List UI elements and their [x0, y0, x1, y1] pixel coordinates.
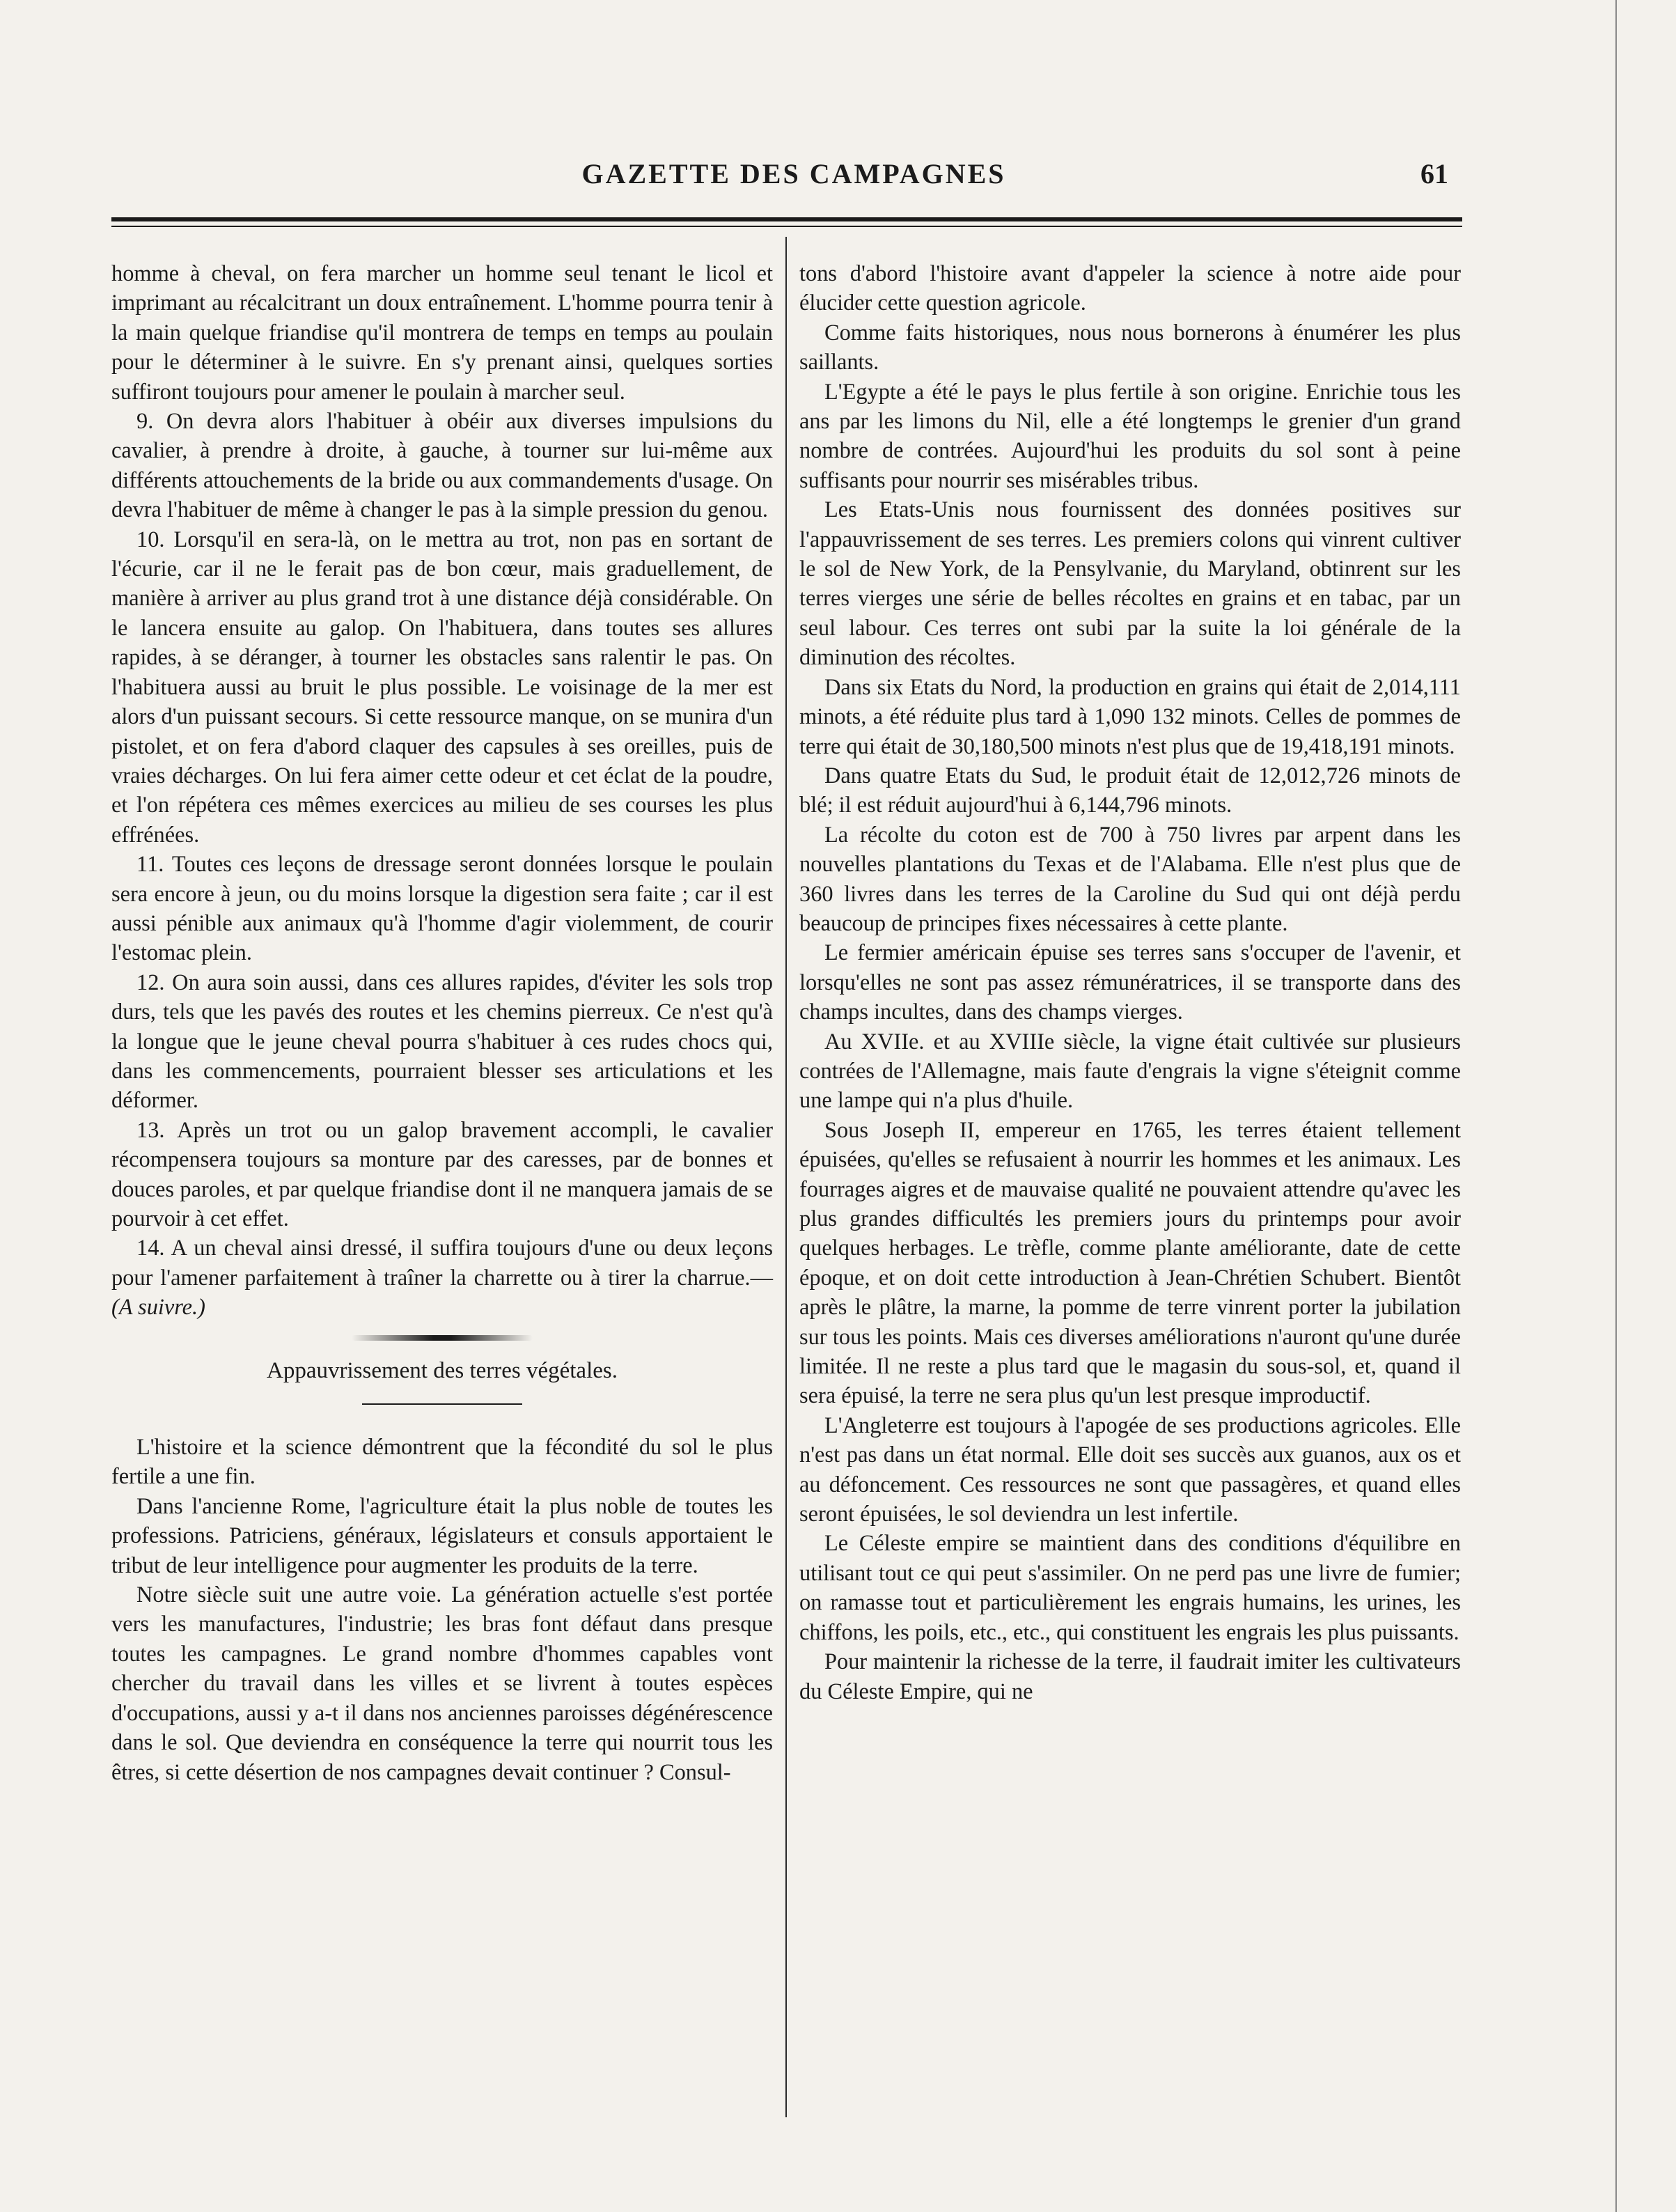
paragraph: Dans l'ancienne Rome, l'agriculture était la plus noble de toutes les professions. Patriciens, généraux, législateurs et consuls apportaient le tribut de leur intelligence pour augmenter les produits de la terre. — [111, 1493, 773, 1578]
header-rule-thin — [111, 226, 1462, 227]
paragraph: Dans quatre Etats du Sud, le produit était de 12,012,726 minots de blé; il est réduit aujourd'hui à 6,144,796 minots. — [799, 763, 1461, 818]
to-be-continued-note: (A suivre.) — [111, 1295, 205, 1321]
right-column — [799, 259, 1461, 1706]
decorative-separator — [352, 1335, 533, 1341]
paragraph: homme à cheval, on fera marcher un homme seul tenant le licol et imprimant au récalcitrant un doux entraînement. L'homme pourra tenir à la main quelque friandise qu'il montrera de temps en temps au poulain pour le déterminer à le suivre. En s'y prenant ainsi, quelques sorties suffiront toujours pour amener le poulain à marcher seul. — [111, 261, 773, 405]
left-column — [111, 259, 773, 1787]
paragraph: tons d'abord l'histoire avant d'appeler la science à notre aide pour élucider cette question agricole. — [799, 261, 1461, 316]
paragraph: Pour maintenir la richesse de la terre, il faudrait imiter les cultivateurs du Céleste Empire, qui ne — [799, 1649, 1461, 1704]
title-underline-rule — [362, 1403, 522, 1405]
publication-title: GAZETTE DES CAMPAGNES — [581, 158, 1006, 189]
page-number: 61 — [1420, 158, 1448, 189]
paragraph-12: 12. On aura soin aussi, dans ces allures rapides, d'éviter les sols trop durs, tels que les pavés des routes et les chemins pierreux. Ce n'est qu'à la longue que le jeune cheval pourra s'habituer à ces rudes chocs qui, dans les commencements, pourraient blesser ses articulations et les déformer. — [111, 969, 773, 1114]
paragraph: Les Etats-Unis nous fournissent des données positives sur l'appauvrissement de ses terres. Les premiers colons qui vinrent cultiver le sol de New York, de la Pensylvanie, du Maryland, obtinrent sur les terres vierges une série de belles récoltes en grains et en tabac, par un seul labour. Ces terres ont subi par la suite la loi générale de la diminution des récoltes. — [799, 497, 1461, 671]
paragraph-9: 9. On devra alors l'habituer à obéir aux diverses impulsions du cavalier, à prendre à droite, à gauche, à tourner sur lui-même aux différents attouchements de la bride ou aux commandements d'usage. On devra l'habituer de même à changer le pas à la simple pression du genou. — [111, 409, 773, 523]
article-title: Appauvrissement des terres végétales. — [267, 1357, 618, 1383]
paragraph: Le Céleste empire se maintient dans des conditions d'équilibre en utilisant tout ce qui peut s'assimiler. On ne perd pas une livre de fumier; on ramasse tout et particulièrement les engrais humains, les urines, les chiffons, les poils, etc., etc., qui constituent les engrais les plus puissants. — [799, 1531, 1461, 1645]
paragraph-10: 10. Lorsqu'il en sera-là, on le mettra au trot, non pas en sortant de l'écurie, car il ne le ferait pas de bon cœur, mais graduellement, de manière à arriver au plus grand trot à une distance déjà considérable. On le lancera ensuite au galop. On l'habituera, dans toutes ses allures rapides, à se déranger, à tourner les obstacles sans ralentir le pas. On l'habituera aussi au bruit le plus possible. Le voisinage de la mer est alors d'un puissant secours. Si cette ressource manque, on se munira d'un pistolet, et on fera d'abord claquer des capsules à ses oreilles, puis de vraies décharges. On lui fera aimer cette odeur et cet éclat de la poudre, et l'on répétera ces mêmes exercices au milieu de ses courses les plus effrénées. — [111, 527, 773, 848]
paragraph: Sous Joseph II, empereur en 1765, les terres étaient tellement épuisées, qu'elles se refusaient à nourrir les hommes et les animaux. Les fourrages aigres et de mauvaise qualité ne pouvaient attendre qu'avec les plus grandes difficultés les premiers jours du printemps pour avoir quelques herbages. Le trèfle, comme plante améliorante, date de cette époque, et on doit cette introduction à Jean-Chrétien Schubert. Bientôt après le plâtre, la marne, la pomme de terre vinrent porter la jubilation sur tous les points. Mais ces diverses améliorations n'auront qu'une durée limitée. Il ne reste a plus tard que le magasin du sous-sol, et, quand il sera épuisé, la terre ne sera plus qu'un lest presque improductif. — [799, 1117, 1461, 1409]
page-header — [111, 157, 1462, 199]
paragraph-13: 13. Après un trot ou un galop bravement accompli, le cavalier récompensera toujours sa monture par des caresses, par de bonnes et douces paroles, et par quelque friandise dont il ne manquera jamais de se pourvoir à cet effet. — [111, 1117, 773, 1231]
paragraph: La récolte du coton est de 700 à 750 livres par arpent dans les nouvelles plantations du Texas et de l'Alabama. Elle n'est plus que de 360 livres dans les terres de la Caroline du Sud qui ont déjà perdu beaucoup de principes fixes nécessaires à cette plante. — [799, 822, 1461, 936]
paragraph: Au XVIIe. et au XVIIIe siècle, la vigne était cultivée sur plusieurs contrées de l'Allemagne, mais faute d'engrais la vigne s'éteignit comme une lampe qui n'a plus d'huile. — [799, 1029, 1461, 1114]
paragraph: L'Egypte a été le pays le plus fertile à son origine. Enrichie tous les ans par les limons du Nil, elle a été longtemps le grenier d'un grand nombre de contrées. Aujourd'hui les produits du sol sont à peine suffisants pour nourrir ses misérables tribus. — [799, 379, 1461, 493]
column-divider — [785, 237, 787, 2117]
paragraph: L'Angleterre est toujours à l'apogée de ses productions agricoles. Elle n'est pas dans un état normal. Elle doit ses succès aux guanos, aux os et au défoncement. Ces ressources ne sont que passagères, et quand elles seront épuisées, le sol deviendra un lest infertile. — [799, 1412, 1461, 1527]
header-rule-thick — [111, 217, 1462, 221]
paragraph: Le fermier américain épuise ses terres sans s'occuper de l'avenir, et lorsqu'elles ne sont pas assez rémunératrices, il se transporte dans des champs incultes, dans des champs vierges. — [799, 940, 1461, 1025]
paragraph-14 — [111, 1233, 773, 1322]
page-edge-line — [1615, 0, 1617, 2212]
paragraph: Comme faits historiques, nous nous bornerons à énumérer les plus saillants. — [799, 320, 1461, 375]
paragraph: Notre siècle suit une autre voie. La génération actuelle s'est portée vers les manufactures, l'industrie; les bras font défaut dans presque toutes les campagnes. Le grand nombre d'hommes capables vont chercher du travail dans les villes et se livrent à toutes espèces d'occupations, aussi y a-t il dans nos anciennes paroisses dégénérescence dans le sol. Que deviendra en conséquence la terre qui nourrit tous les êtres, si cette désertion de nos campagnes devait continuer ? Consul- — [111, 1582, 773, 1785]
paragraph: L'histoire et la science démontrent que la fécondité du sol le plus fertile a une fin. — [111, 1435, 773, 1490]
paragraph-14-text: 14. A un cheval ainsi dressé, il suffira toujours d'une ou deux leçons pour l'amener parfaitement à traîner la charrette ou à tirer la charrue.— — [111, 1236, 773, 1291]
paragraph: Dans six Etats du Nord, la production en grains qui était de 2,014,111 minots, a été réduite plus tard à 1,090 132 minots. Celles de pommes de terre qui était de 30,180,500 minots n'est plus que de 19,418,191 minots. — [799, 674, 1461, 759]
paragraph-11: 11. Toutes ces leçons de dressage seront données lorsque le poulain sera encore à jeun, ou du moins lorsque la digestion sera faite ; car il est aussi pénible aux animaux qu'à l'homme d'agir violemment, de courir l'estomac plein. — [111, 852, 773, 966]
